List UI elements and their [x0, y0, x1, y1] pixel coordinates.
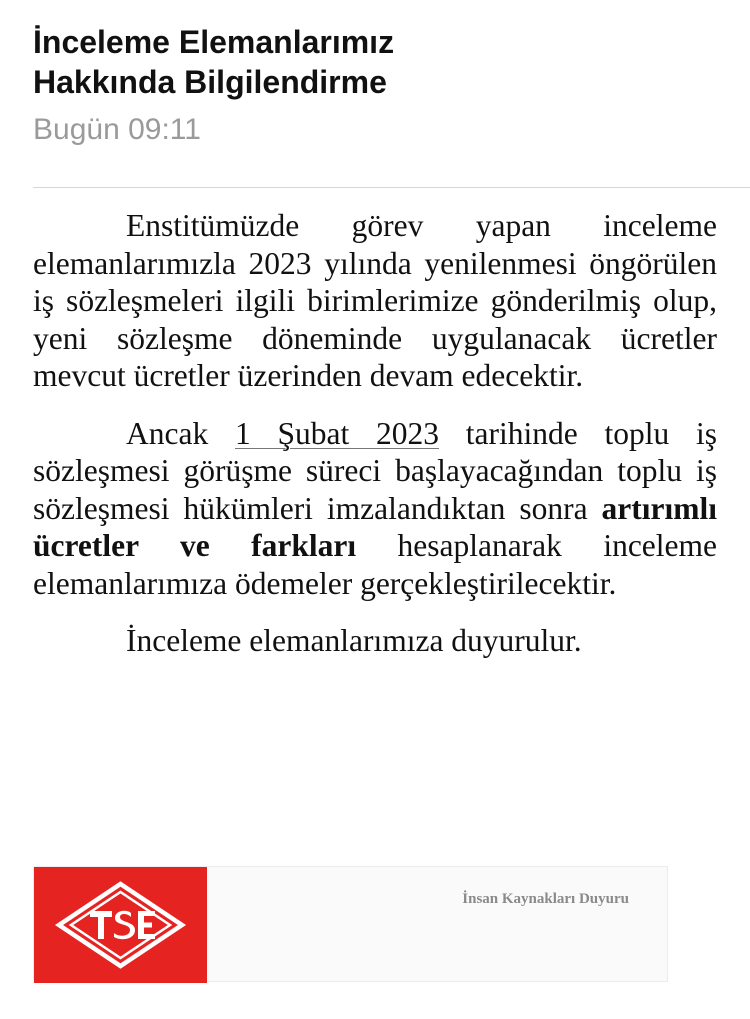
paragraph-3: İnceleme elemanlarımıza duyurulur. [126, 623, 582, 658]
footer-department-label: İnsan Kaynakları Duyuru [462, 891, 629, 907]
message-timestamp: Bugün 09:11 [33, 113, 201, 146]
date-link[interactable]: 1 Şubat 2023 [234, 415, 439, 451]
paragraph-2 [33, 415, 717, 603]
message-header [33, 22, 723, 148]
message-title [33, 22, 723, 102]
message-body [33, 207, 717, 680]
tse-diamond-logo-icon [34, 867, 207, 983]
paragraph-2-start: Ancak [126, 415, 209, 451]
title-line-1: İnceleme Elemanlarımız [33, 24, 395, 60]
paragraph-2-bold: artırımlı ücretler ve farkları [33, 490, 717, 563]
paragraph-2-end: hesaplanarak inceleme elemanlarımıza ödemeler gerçekleştirilecektir. [33, 528, 718, 601]
header-divider [33, 187, 750, 188]
signature-banner [33, 866, 668, 982]
paragraph-2-middle: tarihinde toplu iş sözleşmesi görüşme süreci başlayacağından toplu iş sözleşmesi hükümleri imzalandıktan sonra [33, 415, 717, 526]
tse-logo [34, 867, 207, 983]
paragraph-1: Enstitümüzde görev yapan inceleme elemanlarımızla 2023 yılında yenilenmesi öngörülen iş sözleşmeleri ilgili birimlerimize gönderilmiş olup, yeni sözleşme döneminde uygulanacak ücretler mevcut ücretler üzerinden devam edecektir. [33, 208, 717, 393]
title-line-2: Hakkında Bilgilendirme [33, 64, 387, 100]
